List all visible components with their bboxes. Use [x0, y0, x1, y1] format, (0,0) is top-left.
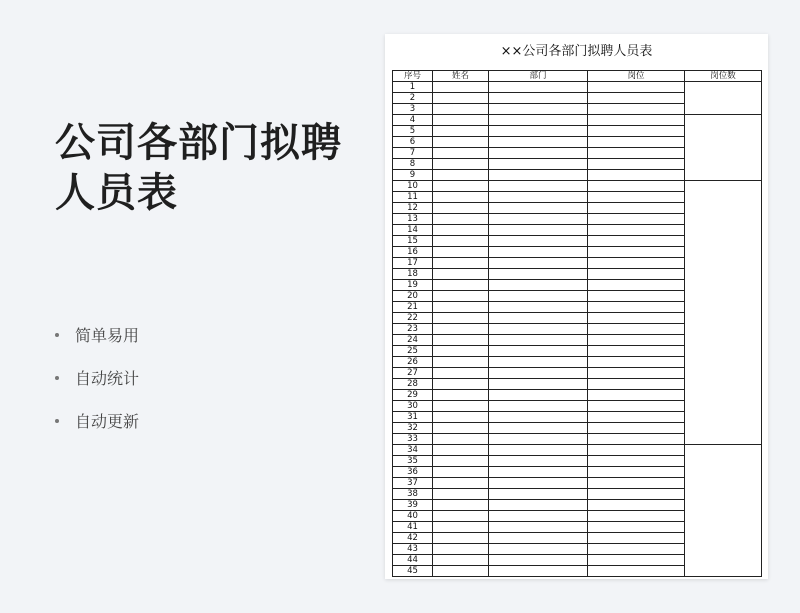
cell-position — [588, 434, 685, 445]
cell-department — [489, 533, 588, 544]
cell-position — [588, 115, 685, 126]
cell-position — [588, 555, 685, 566]
cell-position-count — [685, 82, 762, 115]
cell-index: 4 — [393, 115, 433, 126]
cell-position-count — [685, 115, 762, 181]
cell-index: 12 — [393, 203, 433, 214]
cell-department — [489, 467, 588, 478]
cell-name — [433, 115, 489, 126]
cell-department — [489, 225, 588, 236]
cell-department — [489, 203, 588, 214]
cell-position-count — [685, 181, 762, 445]
cell-position — [588, 401, 685, 412]
feature-item — [55, 313, 139, 356]
cell-position — [588, 203, 685, 214]
cell-position — [588, 225, 685, 236]
cell-name — [433, 456, 489, 467]
cell-name — [433, 214, 489, 225]
page-title-line-2: 人员表 — [55, 170, 178, 216]
cell-department — [489, 82, 588, 93]
feature-label: 自动统计 — [75, 369, 140, 388]
header-name: 姓名 — [433, 71, 489, 82]
cell-position — [588, 390, 685, 401]
cell-position — [588, 214, 685, 225]
cell-department — [489, 423, 588, 434]
cell-department — [489, 137, 588, 148]
table-row — [393, 82, 762, 93]
cell-index: 32 — [393, 423, 433, 434]
cell-department — [489, 500, 588, 511]
cell-index: 34 — [393, 445, 433, 456]
cell-department — [489, 181, 588, 192]
table-row — [393, 445, 762, 456]
cell-index: 21 — [393, 302, 433, 313]
cell-position — [588, 412, 685, 423]
cell-position — [588, 269, 685, 280]
cell-index: 38 — [393, 489, 433, 500]
feature-item — [55, 356, 139, 399]
cell-department — [489, 269, 588, 280]
recruitment-table — [392, 70, 762, 577]
cell-name — [433, 104, 489, 115]
cell-name — [433, 269, 489, 280]
cell-name — [433, 302, 489, 313]
header-department: 部门 — [489, 71, 588, 82]
cell-index: 14 — [393, 225, 433, 236]
cell-index: 25 — [393, 346, 433, 357]
feature-list — [55, 313, 139, 442]
cell-department — [489, 478, 588, 489]
cell-index: 44 — [393, 555, 433, 566]
bullet-icon — [55, 333, 59, 337]
cell-department — [489, 445, 588, 456]
cell-index: 33 — [393, 434, 433, 445]
cell-position — [588, 346, 685, 357]
cell-position — [588, 137, 685, 148]
cell-position — [588, 423, 685, 434]
cell-index: 11 — [393, 192, 433, 203]
cell-position — [588, 335, 685, 346]
cell-name — [433, 192, 489, 203]
cell-index: 41 — [393, 522, 433, 533]
cell-department — [489, 335, 588, 346]
cell-name — [433, 291, 489, 302]
cell-department — [489, 379, 588, 390]
cell-name — [433, 522, 489, 533]
cell-name — [433, 324, 489, 335]
cell-position — [588, 522, 685, 533]
cell-index: 31 — [393, 412, 433, 423]
hero-text — [55, 118, 375, 218]
cell-department — [489, 258, 588, 269]
cell-position — [588, 126, 685, 137]
cell-position — [588, 181, 685, 192]
header-index: 序号 — [393, 71, 433, 82]
cell-name — [433, 126, 489, 137]
table-row — [393, 115, 762, 126]
cell-index: 2 — [393, 93, 433, 104]
cell-department — [489, 159, 588, 170]
cell-name — [433, 258, 489, 269]
cell-name — [433, 511, 489, 522]
cell-name — [433, 368, 489, 379]
cell-department — [489, 247, 588, 258]
cell-department — [489, 390, 588, 401]
cell-name — [433, 280, 489, 291]
cell-position — [588, 258, 685, 269]
cell-position — [588, 489, 685, 500]
cell-index: 28 — [393, 379, 433, 390]
cell-department — [489, 401, 588, 412]
cell-index: 26 — [393, 357, 433, 368]
cell-index: 18 — [393, 269, 433, 280]
cell-name — [433, 203, 489, 214]
cell-name — [433, 489, 489, 500]
cell-department — [489, 104, 588, 115]
cell-index: 20 — [393, 291, 433, 302]
cell-position — [588, 170, 685, 181]
cell-index: 24 — [393, 335, 433, 346]
cell-index: 1 — [393, 82, 433, 93]
cell-name — [433, 423, 489, 434]
cell-department — [489, 489, 588, 500]
bullet-icon — [55, 376, 59, 380]
header-position-count: 岗位数 — [685, 71, 762, 82]
cell-index: 45 — [393, 566, 433, 577]
cell-name — [433, 434, 489, 445]
cell-index: 10 — [393, 181, 433, 192]
cell-department — [489, 291, 588, 302]
cell-position — [588, 544, 685, 555]
feature-label: 自动更新 — [75, 412, 140, 431]
cell-position — [588, 93, 685, 104]
cell-position — [588, 368, 685, 379]
cell-position — [588, 500, 685, 511]
cell-name — [433, 478, 489, 489]
header-position: 岗位 — [588, 71, 685, 82]
table-header-row — [393, 71, 762, 82]
page-title — [55, 118, 375, 218]
spreadsheet-preview — [385, 34, 768, 579]
cell-position — [588, 302, 685, 313]
cell-department — [489, 148, 588, 159]
cell-index: 22 — [393, 313, 433, 324]
cell-name — [433, 555, 489, 566]
cell-position — [588, 247, 685, 258]
cell-position — [588, 82, 685, 93]
cell-index: 36 — [393, 467, 433, 478]
cell-name — [433, 313, 489, 324]
cell-department — [489, 357, 588, 368]
cell-position — [588, 313, 685, 324]
cell-position — [588, 357, 685, 368]
cell-name — [433, 544, 489, 555]
cell-index: 15 — [393, 236, 433, 247]
cell-department — [489, 93, 588, 104]
cell-department — [489, 566, 588, 577]
cell-department — [489, 236, 588, 247]
cell-position — [588, 148, 685, 159]
cell-department — [489, 522, 588, 533]
table-body — [393, 82, 762, 577]
cell-name — [433, 93, 489, 104]
cell-index: 16 — [393, 247, 433, 258]
cell-index: 6 — [393, 137, 433, 148]
cell-position — [588, 192, 685, 203]
cell-department — [489, 346, 588, 357]
cell-index: 39 — [393, 500, 433, 511]
cell-position — [588, 159, 685, 170]
cell-department — [489, 511, 588, 522]
feature-item — [55, 399, 139, 442]
cell-department — [489, 555, 588, 566]
cell-name — [433, 390, 489, 401]
cell-department — [489, 302, 588, 313]
cell-department — [489, 434, 588, 445]
cell-index: 27 — [393, 368, 433, 379]
table-row — [393, 181, 762, 192]
cell-index: 35 — [393, 456, 433, 467]
page-title-line-1: 公司各部门拟聘 — [55, 120, 342, 166]
cell-name — [433, 357, 489, 368]
cell-department — [489, 544, 588, 555]
cell-index: 23 — [393, 324, 433, 335]
cell-name — [433, 533, 489, 544]
cell-position — [588, 324, 685, 335]
cell-name — [433, 82, 489, 93]
cell-name — [433, 500, 489, 511]
cell-name — [433, 148, 489, 159]
cell-name — [433, 170, 489, 181]
cell-position — [588, 291, 685, 302]
cell-position — [588, 104, 685, 115]
cell-index: 3 — [393, 104, 433, 115]
cell-index: 43 — [393, 544, 433, 555]
cell-index: 9 — [393, 170, 433, 181]
cell-position — [588, 566, 685, 577]
cell-department — [489, 192, 588, 203]
cell-position — [588, 467, 685, 478]
cell-index: 8 — [393, 159, 433, 170]
cell-name — [433, 467, 489, 478]
cell-department — [489, 324, 588, 335]
cell-department — [489, 368, 588, 379]
cell-position — [588, 280, 685, 291]
cell-index: 13 — [393, 214, 433, 225]
cell-name — [433, 236, 489, 247]
cell-department — [489, 313, 588, 324]
feature-label: 简单易用 — [75, 326, 140, 345]
bullet-icon — [55, 419, 59, 423]
cell-index: 7 — [393, 148, 433, 159]
cell-position-count — [685, 445, 762, 577]
cell-department — [489, 280, 588, 291]
cell-department — [489, 126, 588, 137]
cell-index: 29 — [393, 390, 433, 401]
cell-index: 37 — [393, 478, 433, 489]
cell-name — [433, 181, 489, 192]
cell-department — [489, 214, 588, 225]
cell-name — [433, 566, 489, 577]
cell-position — [588, 456, 685, 467]
cell-position — [588, 445, 685, 456]
cell-index: 17 — [393, 258, 433, 269]
cell-name — [433, 137, 489, 148]
cell-department — [489, 170, 588, 181]
cell-position — [588, 511, 685, 522]
cell-name — [433, 247, 489, 258]
cell-name — [433, 412, 489, 423]
cell-name — [433, 159, 489, 170]
cell-index: 42 — [393, 533, 433, 544]
cell-department — [489, 456, 588, 467]
cell-position — [588, 379, 685, 390]
cell-department — [489, 412, 588, 423]
sheet-title: ××公司各部门拟聘人员表 — [500, 44, 653, 59]
cell-name — [433, 225, 489, 236]
cell-index: 5 — [393, 126, 433, 137]
cell-position — [588, 236, 685, 247]
cell-department — [489, 115, 588, 126]
cell-index: 30 — [393, 401, 433, 412]
cell-index: 19 — [393, 280, 433, 291]
cell-name — [433, 346, 489, 357]
cell-position — [588, 533, 685, 544]
cell-name — [433, 445, 489, 456]
cell-name — [433, 379, 489, 390]
cell-name — [433, 401, 489, 412]
cell-index: 40 — [393, 511, 433, 522]
cell-name — [433, 335, 489, 346]
cell-position — [588, 478, 685, 489]
